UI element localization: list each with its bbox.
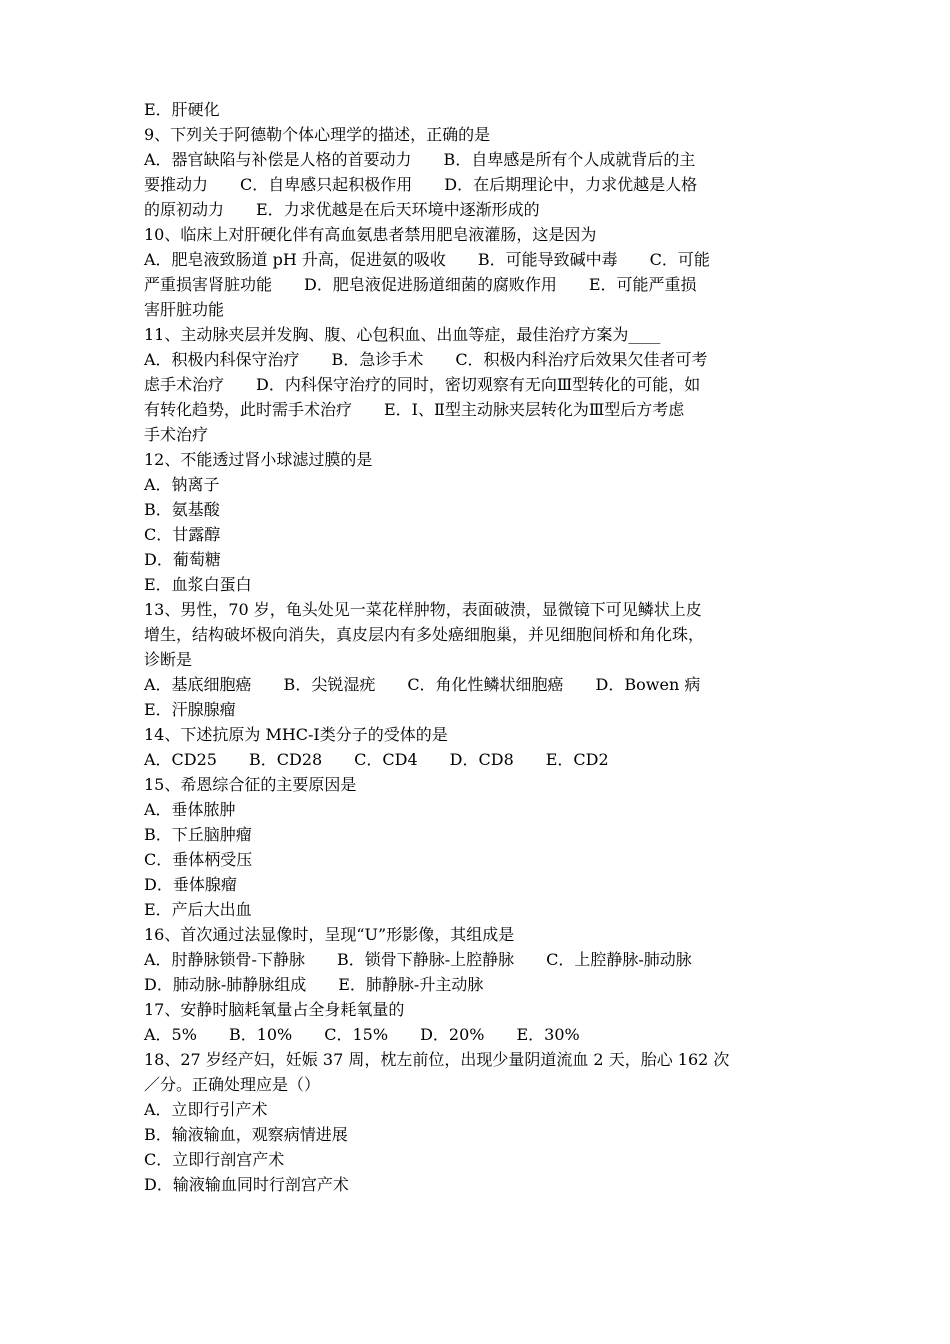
answer-option: B．输液输血，观察病情进展 — [144, 1125, 348, 1144]
document-page — [144, 97, 808, 1197]
answer-options: A．CD25 B．CD28 C．CD4 D．CD8 E．CD2 — [144, 750, 609, 769]
answer-options: 有转化趋势，此时需手术治疗 E．Ⅰ、Ⅱ型主动脉夹层转化为Ⅲ型后方考虑 — [144, 400, 685, 419]
answer-options: A．肘静脉锁骨-下静脉 B．锁骨下静脉-上腔静脉 C．上腔静脉-肺动脉 — [144, 950, 692, 969]
answer-option: E．产后大出血 — [144, 900, 252, 919]
answer-options: A．积极内科保守治疗 B．急诊手术 C．积极内科治疗后效果欠佳者可考 — [144, 350, 708, 369]
text-line: E．肝硬化 — [144, 100, 220, 119]
answer-option: E．血浆白蛋白 — [144, 575, 252, 594]
answer-option: A．垂体脓肿 — [144, 800, 236, 819]
question-stem: 10、临床上对肝硬化伴有高血氨患者禁用肥皂液灌肠，这是因为 — [144, 225, 597, 244]
question-stem: 9、下列关于阿德勒个体心理学的描述，正确的是 — [144, 125, 491, 144]
question-stem: 15、希恩综合征的主要原因是 — [144, 775, 357, 794]
answer-options: A．器官缺陷与补偿是人格的首要动力 B．自卑感是所有个人成就背后的主 — [144, 150, 696, 169]
answer-options: 手术治疗 — [144, 425, 209, 444]
question-stem: 11、主动脉夹层并发胸、腹、心包积血、出血等症，最佳治疗方案为____ — [144, 325, 661, 344]
question-stem: 诊断是 — [144, 650, 193, 669]
question-stem: 12、不能透过肾小球滤过膜的是 — [144, 450, 373, 469]
answer-options: E．汗腺腺瘤 — [144, 700, 236, 719]
answer-option: D．输液输血同时行剖宫产术 — [144, 1175, 349, 1194]
answer-option: D．葡萄糖 — [144, 550, 221, 569]
answer-option: A．钠离子 — [144, 475, 220, 494]
answer-option: B．下丘脑肿瘤 — [144, 825, 252, 844]
answer-options: D．肺动脉-肺静脉组成 E．肺静脉-升主动脉 — [144, 975, 484, 994]
answer-option: B．氨基酸 — [144, 500, 220, 519]
question-stem: 增生，结构破坏极向消失，真皮层内有多处癌细胞巢，并见细胞间桥和角化珠， — [144, 625, 705, 644]
answer-option: C．甘露醇 — [144, 525, 221, 544]
answer-options: A．肥皂液致肠道 pH 升高，促进氨的吸收 B．可能导致碱中毒 C．可能 — [144, 250, 710, 269]
answer-options: 虑手术治疗 D．内科保守治疗的同时，密切观察有无向Ⅲ型转化的可能，如 — [144, 375, 701, 394]
answer-options: 害肝脏功能 — [144, 300, 225, 319]
answer-options: 要推动力 C．自卑感只起积极作用 D．在后期理论中，力求优越是人格 — [144, 175, 698, 194]
question-stem: 17、安静时脑耗氧量占全身耗氧量的 — [144, 1000, 405, 1019]
answer-options: 严重损害肾脏功能 D．肥皂液促进肠道细菌的腐败作用 E．可能严重损 — [144, 275, 697, 294]
answer-option: A．立即行引产术 — [144, 1100, 268, 1119]
answer-option: C．立即行剖宫产术 — [144, 1150, 285, 1169]
answer-option: C．垂体柄受压 — [144, 850, 253, 869]
question-stem: 16、首次通过法显像时，呈现“U”形影像，其组成是 — [144, 925, 515, 944]
question-stem: 13、男性，70 岁，龟头处见一菜花样肿物，表面破溃，显微镜下可见鳞状上皮 — [144, 600, 702, 619]
answer-options: A．5% B．10% C．15% D．20% E．30% — [144, 1025, 580, 1044]
answer-options: 的原初动力 E．力求优越是在后天环境中逐渐形成的 — [144, 200, 540, 219]
answer-option: D．垂体腺瘤 — [144, 875, 237, 894]
answer-options: A．基底细胞癌 B．尖锐湿疣 C．角化性鳞状细胞癌 D．Bowen 病 — [144, 675, 701, 694]
question-stem: ／分。正确处理应是（） — [144, 1075, 321, 1094]
question-stem: 18、27 岁经产妇，妊娠 37 周，枕左前位，出现少量阴道流血 2 天，胎心 162 次 — [144, 1050, 730, 1069]
question-stem: 14、下述抗原为 MHC-Ⅰ类分子的受体的是 — [144, 725, 448, 744]
